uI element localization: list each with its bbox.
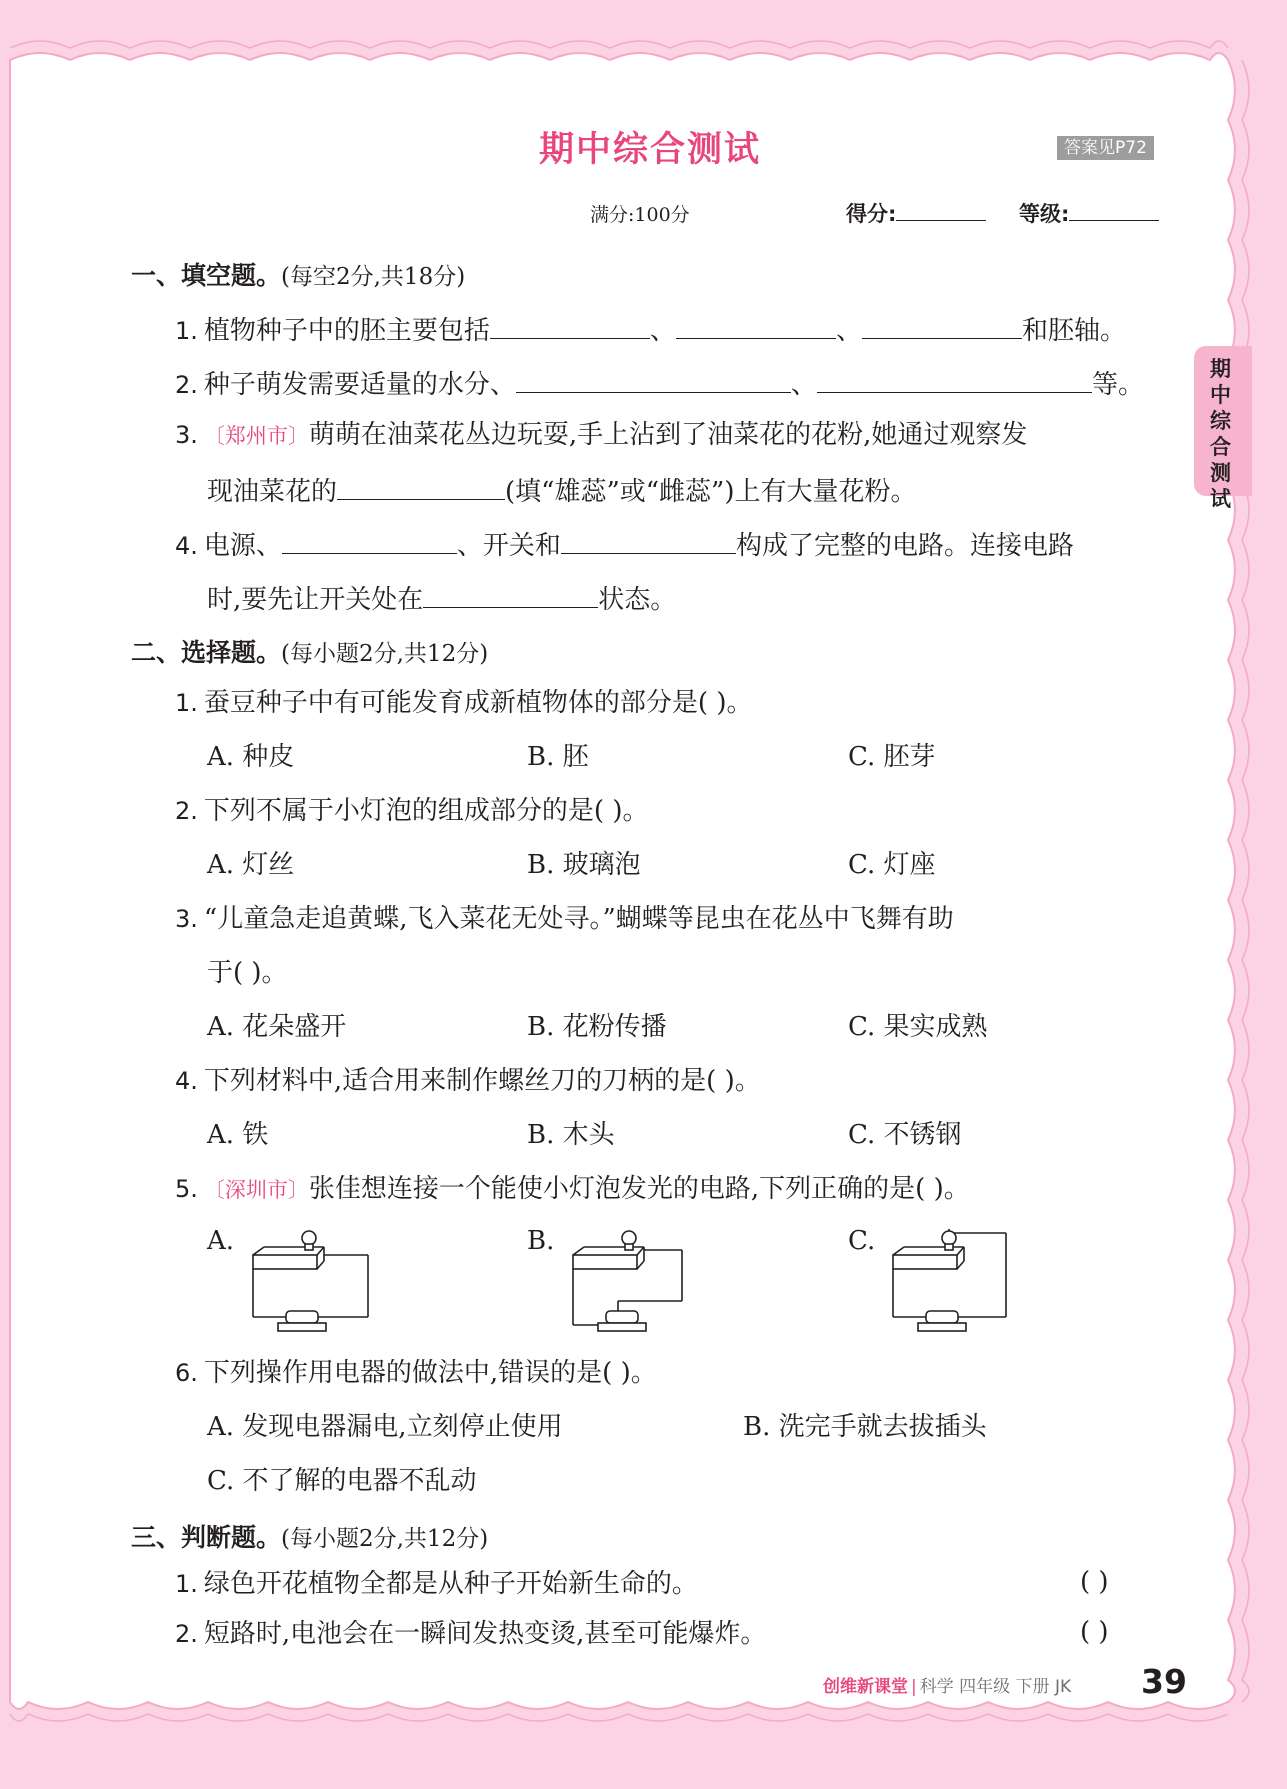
question-text: 状态。 bbox=[598, 585, 677, 615]
footer-info bbox=[823, 1672, 1071, 1697]
question-text: 萌萌在油菜花丛边玩耍,手上沾到了油菜花的花粉,她通过观察发 bbox=[308, 420, 1028, 450]
option-c[interactable]: C. 果实成熟 bbox=[848, 1012, 988, 1042]
question-text: (填“雄蕊”或“雌蕊”)上有大量花粉。 bbox=[505, 477, 917, 507]
question-text: 下列操作用电器的做法中,错误的是( )。 bbox=[203, 1358, 657, 1388]
answer-paren[interactable]: ( ) bbox=[1080, 1617, 1109, 1647]
question-text: 绿色开花植物全都是从种子开始新生命的。 bbox=[203, 1569, 698, 1599]
section-title: 三、判断题。 bbox=[131, 1523, 282, 1552]
section-title: 一、填空题。 bbox=[131, 261, 282, 290]
question-text: 电源、 bbox=[203, 531, 282, 561]
question-text: 现油菜花的 bbox=[207, 477, 338, 507]
option-a[interactable]: A. 发现电器漏电,立刻停止使用 bbox=[207, 1412, 563, 1442]
question-1-1 bbox=[175, 310, 1126, 348]
grade-field bbox=[1019, 198, 1159, 228]
option-c[interactable]: C. bbox=[848, 1226, 876, 1256]
section-note: (每小题2分,共12分) bbox=[281, 1526, 489, 1552]
section-true-false bbox=[131, 1518, 488, 1554]
question-number: 1. bbox=[175, 317, 198, 345]
question-text: 短路时,电池会在一瞬间发热变烫,甚至可能爆炸。 bbox=[203, 1619, 767, 1649]
question-number: 5. bbox=[175, 1175, 198, 1203]
answer-blank[interactable] bbox=[282, 525, 457, 554]
separator: 、 bbox=[790, 370, 817, 400]
option-b[interactable]: B. 木头 bbox=[527, 1120, 615, 1150]
circuit-diagram-c[interactable] bbox=[888, 1225, 1012, 1337]
option-b[interactable]: B. 胚 bbox=[527, 742, 589, 772]
question-2-4 bbox=[175, 1064, 761, 1098]
question-1-4 bbox=[175, 525, 1074, 563]
answer-blank[interactable] bbox=[516, 364, 791, 393]
side-tab bbox=[1194, 346, 1252, 511]
question-text: 于( )。 bbox=[207, 958, 288, 988]
question-2-3-cont bbox=[207, 956, 288, 990]
question-text: 下列材料中,适合用来制作螺丝刀的刀柄的是( )。 bbox=[203, 1066, 761, 1096]
answer-blank[interactable] bbox=[561, 525, 736, 554]
full-score: 满分:100分 bbox=[590, 204, 690, 226]
score-label: 得分: bbox=[846, 202, 897, 226]
score-blank[interactable] bbox=[896, 200, 986, 221]
question-1-3 bbox=[175, 418, 1027, 453]
region-tag: 〔郑州市〕 bbox=[203, 424, 309, 448]
score-field bbox=[846, 198, 986, 228]
question-text: 种子萌发需要适量的水分、 bbox=[203, 370, 516, 400]
circuit-diagram-a[interactable] bbox=[248, 1225, 372, 1337]
answer-blank[interactable] bbox=[423, 579, 598, 608]
question-number: 4. bbox=[175, 1067, 198, 1095]
question-2-6 bbox=[175, 1356, 657, 1390]
section-fill-blank bbox=[131, 256, 465, 292]
question-text: 时,要先让开关处在 bbox=[207, 585, 424, 615]
answer-blank[interactable] bbox=[817, 364, 1092, 393]
question-text: 构成了完整的电路。连接电路 bbox=[735, 531, 1074, 561]
question-number: 1. bbox=[175, 1570, 198, 1598]
option-a[interactable]: A. bbox=[207, 1226, 235, 1256]
question-2-1 bbox=[175, 686, 752, 720]
question-number: 6. bbox=[175, 1359, 198, 1387]
question-number: 3. bbox=[175, 421, 198, 449]
footer-brand: 创维新课堂 bbox=[823, 1677, 908, 1697]
question-number: 3. bbox=[175, 905, 198, 933]
question-3-2 bbox=[175, 1617, 766, 1651]
question-1-2 bbox=[175, 364, 1144, 402]
option-a[interactable]: A. 铁 bbox=[207, 1120, 269, 1150]
question-number: 4. bbox=[175, 532, 198, 560]
option-c[interactable]: C. 不锈钢 bbox=[848, 1120, 962, 1150]
section-note: (每空2分,共18分) bbox=[281, 264, 466, 290]
answer-blank[interactable] bbox=[337, 471, 505, 500]
circuit-diagram-b[interactable] bbox=[568, 1225, 692, 1337]
option-a[interactable]: A. 种皮 bbox=[207, 742, 295, 772]
page-number: 39 bbox=[1141, 1662, 1187, 1701]
section-title: 二、选择题。 bbox=[131, 638, 282, 667]
question-number: 2. bbox=[175, 797, 198, 825]
section-note: (每小题2分,共12分) bbox=[281, 641, 489, 667]
question-text: 和胚轴。 bbox=[1021, 316, 1126, 346]
separator: 、 bbox=[649, 316, 676, 346]
question-text: 等。 bbox=[1091, 370, 1144, 400]
answer-reference-tag: 答案见P72 bbox=[1057, 136, 1154, 160]
separator: 、 bbox=[835, 316, 862, 346]
option-a[interactable]: A. 花朵盛开 bbox=[207, 1012, 347, 1042]
option-b[interactable]: B. 玻璃泡 bbox=[527, 850, 641, 880]
option-b[interactable]: B. 花粉传播 bbox=[527, 1012, 667, 1042]
question-text: 下列不属于小灯泡的组成部分的是( )。 bbox=[203, 796, 649, 826]
option-c[interactable]: C. 胚芽 bbox=[848, 742, 936, 772]
option-b[interactable]: B. bbox=[527, 1226, 555, 1256]
question-3-1 bbox=[175, 1567, 698, 1601]
footer-book-info: 科学 四年级 下册 JK bbox=[919, 1677, 1072, 1697]
section-multiple-choice bbox=[131, 633, 488, 669]
question-2-2 bbox=[175, 794, 648, 828]
option-c[interactable]: C. 灯座 bbox=[848, 850, 936, 880]
question-number: 2. bbox=[175, 371, 198, 399]
grade-blank[interactable] bbox=[1069, 200, 1159, 221]
footer-separator: | bbox=[911, 1677, 917, 1697]
option-b[interactable]: B. 洗完手就去拔插头 bbox=[743, 1412, 987, 1442]
grade-label: 等级: bbox=[1019, 202, 1070, 226]
answer-blank[interactable] bbox=[676, 310, 836, 339]
side-tab-label: 期中综合测试 bbox=[1210, 357, 1231, 511]
answer-blank[interactable] bbox=[862, 310, 1022, 339]
question-text: “儿童急走追黄蝶,飞入菜花无处寻。”蝴蝶等昆虫在花丛中飞舞有助 bbox=[203, 904, 954, 934]
question-2-3 bbox=[175, 902, 954, 936]
option-c[interactable]: C. 不了解的电器不乱动 bbox=[207, 1466, 477, 1496]
question-text: 张佳想连接一个能使小灯泡发光的电路,下列正确的是( )。 bbox=[308, 1174, 970, 1204]
question-2-5 bbox=[175, 1172, 970, 1207]
page-title: 期中综合测试 bbox=[538, 130, 761, 170]
region-tag: 〔深圳市〕 bbox=[203, 1178, 309, 1202]
answer-blank[interactable] bbox=[490, 310, 650, 339]
question-number: 1. bbox=[175, 689, 198, 717]
question-text: 、开关和 bbox=[456, 531, 561, 561]
question-number: 2. bbox=[175, 1620, 198, 1648]
option-a[interactable]: A. 灯丝 bbox=[207, 850, 295, 880]
question-1-4-cont bbox=[207, 579, 676, 617]
question-text: 植物种子中的胚主要包括 bbox=[203, 316, 490, 346]
question-text: 蚕豆种子中有可能发育成新植物体的部分是( )。 bbox=[203, 688, 753, 718]
question-1-3-cont bbox=[207, 471, 916, 509]
answer-paren[interactable]: ( ) bbox=[1080, 1567, 1109, 1597]
